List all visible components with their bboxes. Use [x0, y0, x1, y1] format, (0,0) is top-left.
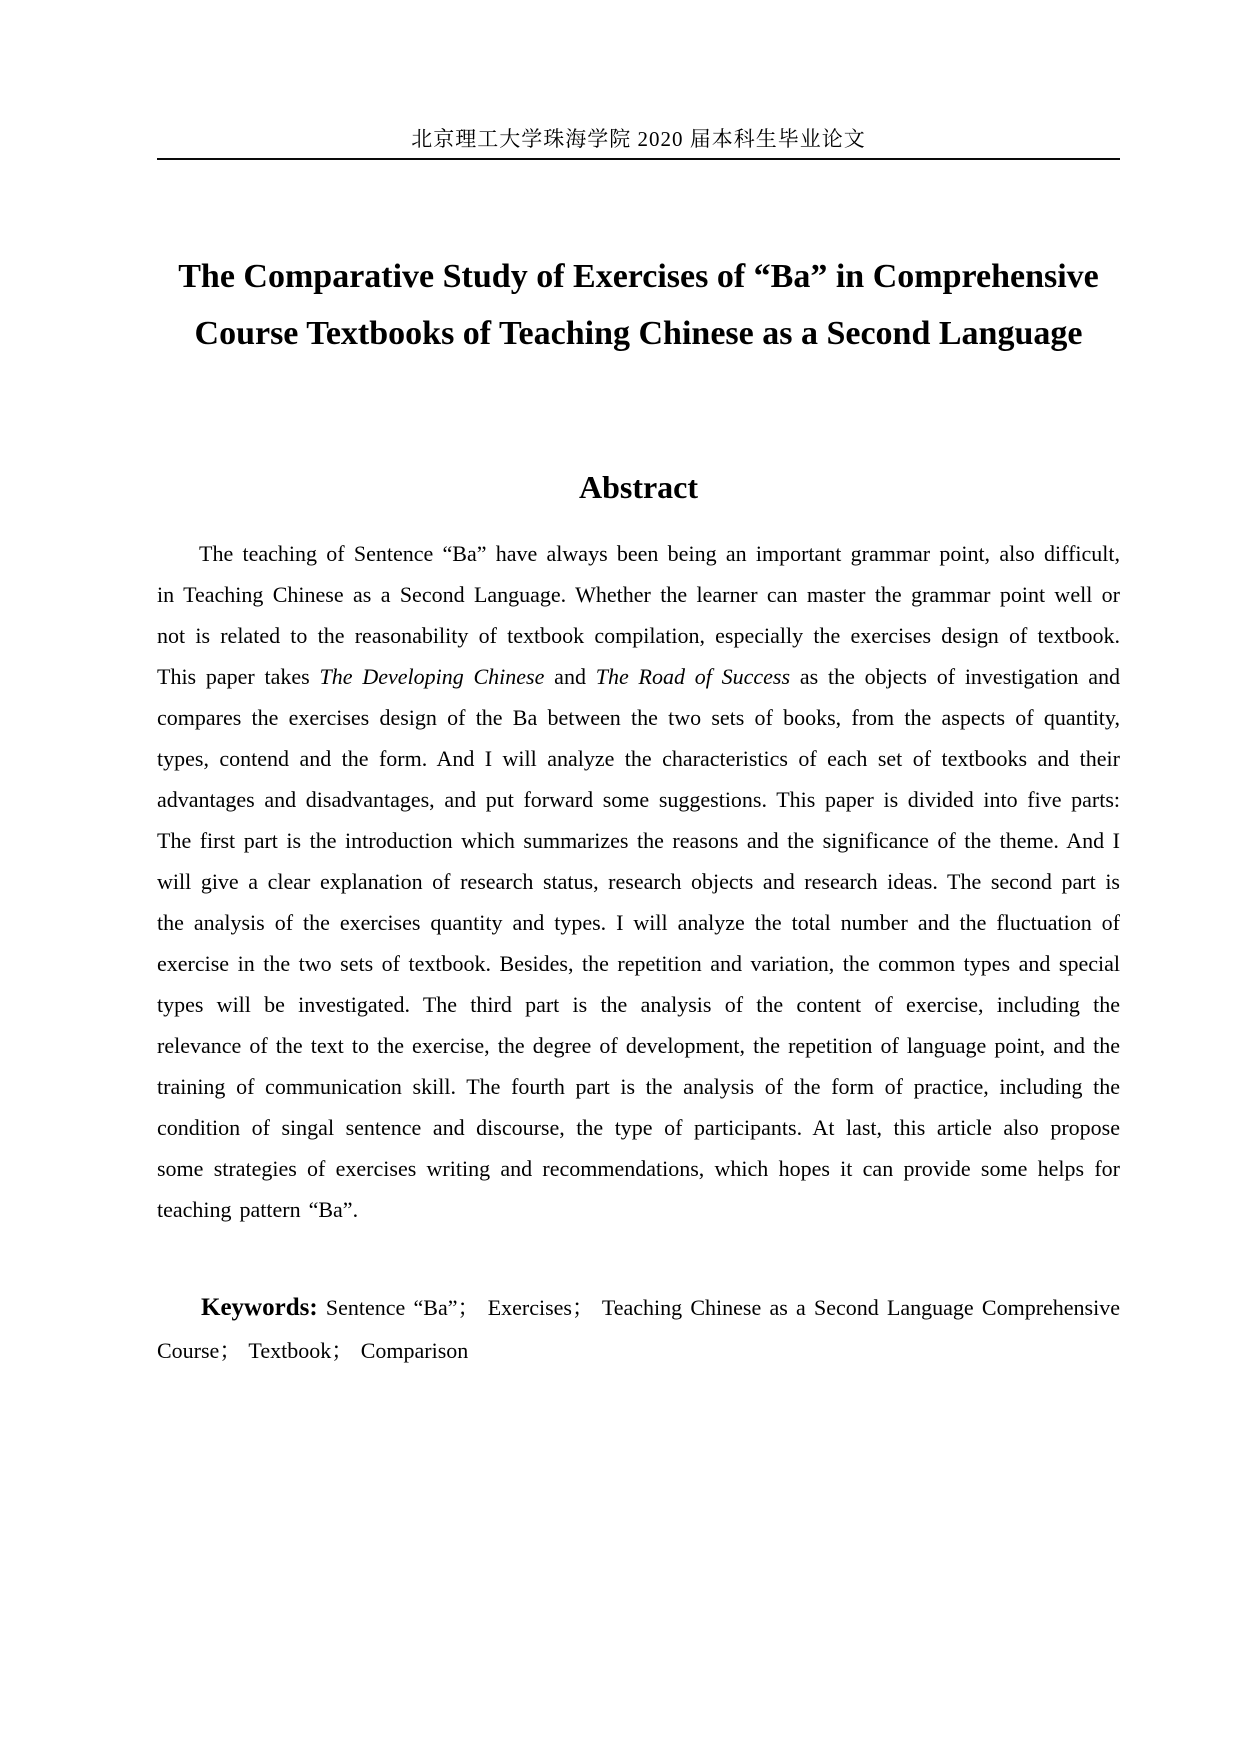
- thesis-title: [157, 248, 1120, 362]
- thesis-title-line-2: Course Textbooks of Teaching Chinese as a Second Language: [194, 315, 1083, 352]
- keywords-label: Keywords:: [201, 1294, 318, 1321]
- university-header-text: 北京理工大学珠海学院 2020 届本科生毕业论文: [411, 127, 866, 151]
- abstract-paragraph: The teaching of Sentence “Ba” have always been being an important grammar point, also difficult, in Teaching Chinese as a Second Language. Whether the learner can master the grammar point well or not is related to the reasonability of textbook compilation, especially the exercises design of textbook. This paper takes The Developing Chinese and The Road of Success as the objects of investigation and compares the exercises design of the Ba between the two sets of books, from the aspects of quantity, types, contend and the form. And I will analyze the characteristics of each set of textbooks and their advantages and disadvantages, and put forward some suggestions. This paper is divided into five parts: The first part is the introduction which summarizes the reasons and the significance of the theme. And I will give a clear explanation of research status, research objects and research ideas. The second part is the analysis of the exercises quantity and types. I will analyze the total number and the fluctuation of exercise in the two sets of textbook. Besides, the repetition and variation, the common types and special types will be investigated. The third part is the analysis of the content of exercise, including the relevance of the text to the exercise, the degree of development, the repetition of language point, and the training of communication skill. The fourth part is the analysis of the form of practice, including the condition of singal sentence and discourse, the type of participants. At last, this article also propose some strategies of exercises writing and recommendations, which hopes it can provide some helps for teaching pattern “Ba”.: [157, 541, 1121, 1222]
- keywords-paragraph: [157, 1286, 1120, 1372]
- keywords-text: Sentence “Ba”； Exercises； Teaching Chinese as a Second Language Comprehensive Course； Textbook； Comparison: [157, 1295, 1120, 1363]
- page-content: [157, 0, 1120, 1372]
- thesis-title-line-1: The Comparative Study of Exercises of “Ba” in Comprehensive: [178, 258, 1099, 295]
- abstract-heading: Abstract: [578, 469, 699, 505]
- page-header: [157, 0, 1120, 160]
